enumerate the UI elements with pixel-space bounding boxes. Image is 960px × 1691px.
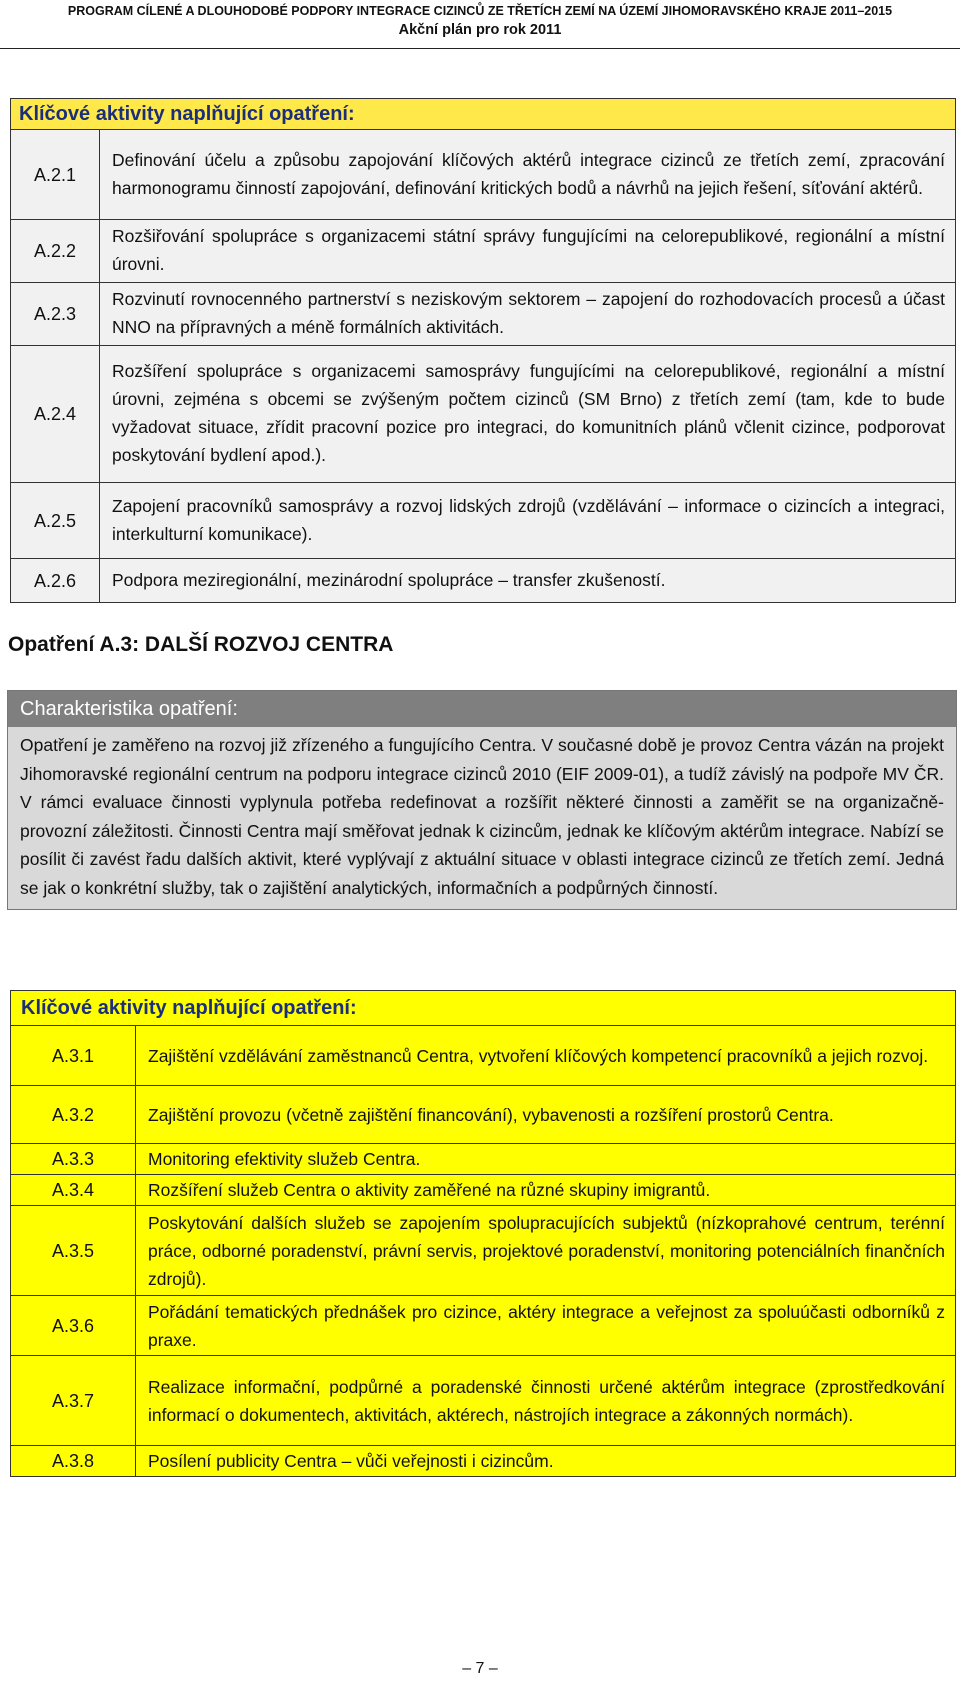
activity-code: A.2.4 — [11, 346, 100, 483]
activity-text: Posílení publicity Centra – vůči veřejnosti i cizincům. — [136, 1446, 956, 1477]
activity-code: A.2.2 — [11, 220, 100, 283]
program-title: PROGRAM CÍLENÉ A DLOUHODOBÉ PODPORY INTEGRACE CIZINCŮ ZE TŘETÍCH ZEMÍ NA ÚZEMÍ JIHOMORAVSKÉHO KRAJE 2011–2015 — [67, 4, 893, 18]
activity-code: A.3.4 — [11, 1175, 136, 1206]
activity-text: Zapojení pracovníků samosprávy a rozvoj lidských zdrojů (vzdělávání – informace o cizincích a integraci, interkulturní komunikace). — [100, 483, 956, 559]
activities-a2-heading: Klíčové aktivity naplňující opatření: — [11, 99, 956, 130]
activity-code: A.2.3 — [11, 283, 100, 346]
activity-text: Rozšíření spolupráce s organizacemi samosprávy fungujícími na celorepublikové, regionální a místní úrovni, zejména s obcemi se zvýšeným počtem cizinců (SM Brno) z třetích zemí (tam, kde to bude vyžadovat situace, zřídit pracovní pozice pro integraci, do komunitních plánů včlenit cizince, podporovat poskytování bydlení apod.). — [100, 346, 956, 483]
activity-code: A.3.7 — [11, 1356, 136, 1446]
activities-a3-heading: Klíčové aktivity naplňující opatření: — [11, 991, 956, 1026]
activity-text: Pořádání tematických přednášek pro cizince, aktéry integrace a veřejnost za spoluúčasti odborníků z praxe. — [136, 1296, 956, 1356]
characteristic-heading: Charakteristika opatření: — [8, 691, 956, 727]
activity-text: Poskytování dalších služeb se zapojením spolupracujících subjektů (nízkoprahové centrum, terénní práce, odborné poradenství, právní servis, projektové poradenství, monitoring potenciálních finančních zdrojů). — [136, 1206, 956, 1296]
characteristic-box — [7, 690, 957, 910]
activities-a2-table — [10, 98, 956, 603]
page-number: – 7 – — [462, 1660, 498, 1677]
activity-text: Rozšiřování spolupráce s organizacemi státní správy fungujícími na celorepublikové, regionální a místní úrovni. — [100, 220, 956, 283]
activity-code: A.3.2 — [11, 1086, 136, 1144]
activity-text: Monitoring efektivity služeb Centra. — [136, 1144, 956, 1175]
activity-code: A.3.6 — [11, 1296, 136, 1356]
activity-text: Zajištění vzdělávání zaměstnanců Centra, vytvoření klíčových kompetencí pracovníků a jejich rozvoj. — [136, 1026, 956, 1086]
activity-code: A.2.5 — [11, 483, 100, 559]
activity-text: Podpora meziregionální, mezinárodní spolupráce – transfer zkušeností. — [100, 559, 956, 603]
measure-a3-title: Opatření A.3: DALŠÍ ROZVOJ CENTRA — [8, 633, 394, 656]
activity-text: Zajištění provozu (včetně zajištění financování), vybavenosti a rozšíření prostorů Centra. — [136, 1086, 956, 1144]
activity-code: A.3.1 — [11, 1026, 136, 1086]
plan-title: Akční plán pro rok 2011 — [398, 22, 562, 38]
activity-code: A.2.1 — [11, 130, 100, 220]
activity-code: A.3.8 — [11, 1446, 136, 1477]
characteristic-text: Opatření je zaměřeno na rozvoj již zřízeného a fungujícího Centra. V současné době je provoz Centra vázán na projekt Jihomoravské regionální centrum na podporu integrace cizinců 2010 (EIF 2009-01), a tudíž závislý na podpoře MV ČR. V rámci evaluace činnosti vyplynula potřeba redefinovat a rozšířit některé činnosti a zaměřit se na organizačně-provozní záležitosti. Činnosti Centra mají směřovat jednak k cizincům, jednak ke klíčovým aktérům integrace. Nabízí se posílit či zavést řadu dalších aktivit, které vyplývají z aktuální situace v oblasti integrace cizinců ze třetích zemí. Jedná se jak o konkrétní služby, tak o zajištění analytických, informačních a podpůrných činností. — [8, 727, 956, 909]
activity-code: A.2.6 — [11, 559, 100, 603]
activity-text: Rozvinutí rovnocenného partnerství s neziskovým sektorem – zapojení do rozhodovacích procesů a účast NNO na přípravných a méně formálních aktivitách. — [100, 283, 956, 346]
activity-code: A.3.3 — [11, 1144, 136, 1175]
activity-text: Realizace informační, podpůrné a poradenské činnosti určené aktérům integrace (zprostředkování informací o dokumentech, aktivitách, aktérech, nástrojích integrace a zákonných normách). — [136, 1356, 956, 1446]
activity-text: Rozšíření služeb Centra o aktivity zaměřené na různé skupiny imigrantů. — [136, 1175, 956, 1206]
activity-code: A.3.5 — [11, 1206, 136, 1296]
page-header — [0, 0, 960, 49]
activities-a3-table — [10, 990, 956, 1477]
activity-text: Definování účelu a způsobu zapojování klíčových aktérů integrace cizinců ze třetích zemí, zpracování harmonogramu činností zapojování, definování kritických bodů a návrhů na jejich řešení, síťování aktérů. — [100, 130, 956, 220]
